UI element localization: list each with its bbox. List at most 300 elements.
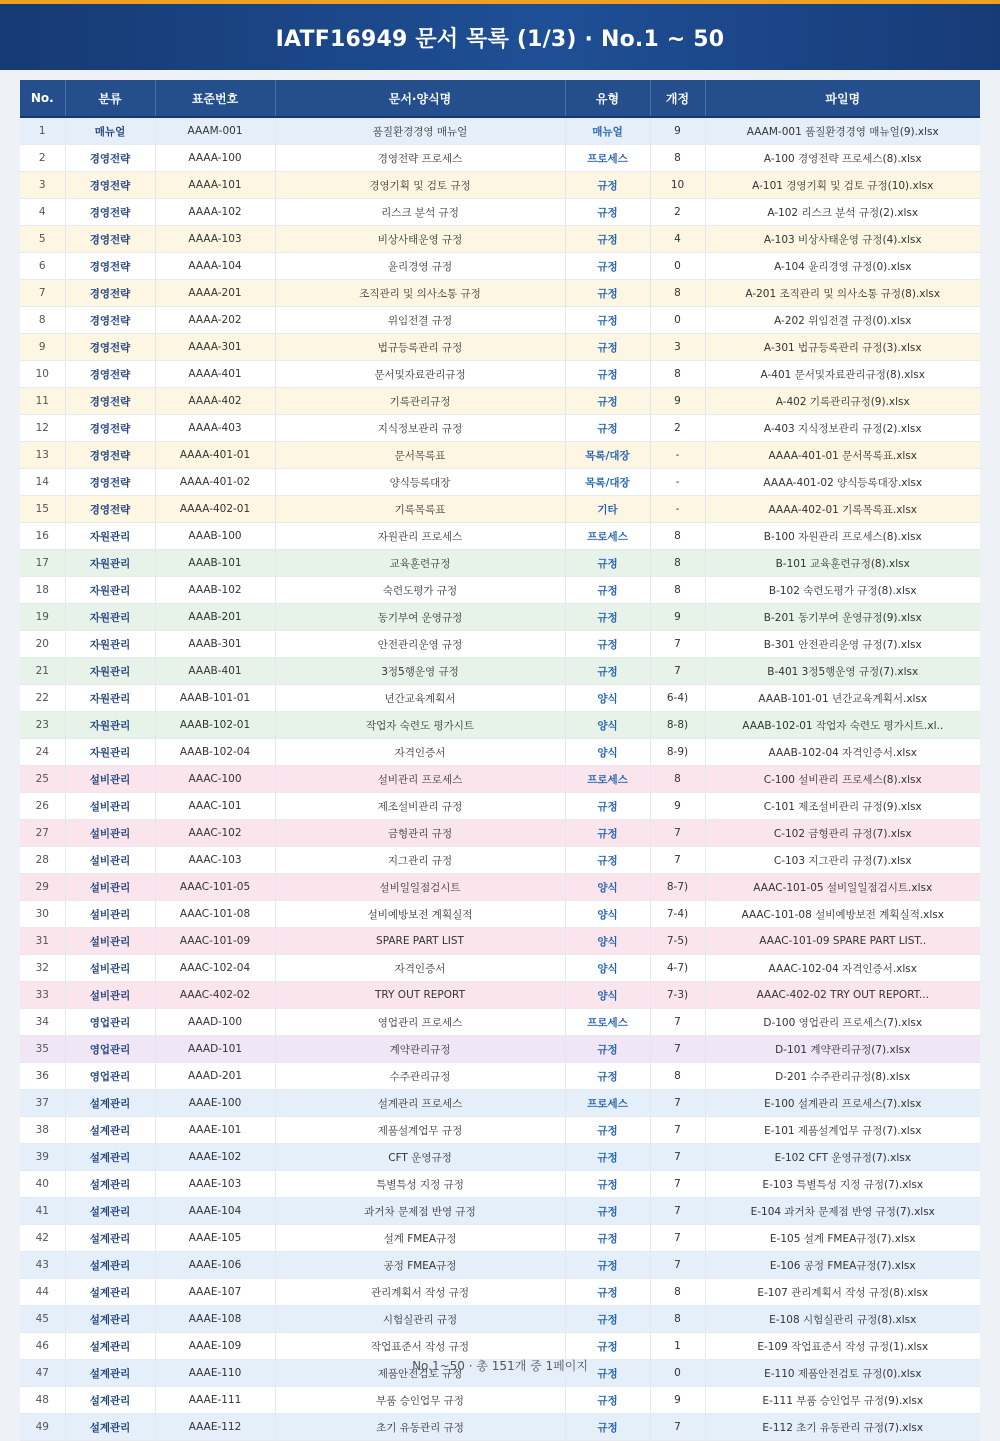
row-filename: AAAC-101-08 설비예방보전 계획실적.xlsx: [705, 901, 980, 928]
row-number: 44: [20, 1279, 65, 1306]
row-number: 47: [20, 1360, 65, 1387]
row-filename: A-104 윤리경영 규정(0).xlsx: [705, 253, 980, 280]
row-category: 경영전략: [65, 496, 155, 523]
row-code: AAAC-102: [155, 820, 275, 847]
row-category: 설계관리: [65, 1198, 155, 1225]
row-number: 39: [20, 1144, 65, 1171]
row-revision: 7-3): [650, 982, 705, 1009]
row-number: 22: [20, 685, 65, 712]
row-number: 40: [20, 1171, 65, 1198]
row-revision: 7: [650, 847, 705, 874]
row-type: 양식: [565, 712, 650, 739]
row-number: 1: [20, 117, 65, 145]
row-code: AAAA-201: [155, 280, 275, 307]
table-row[interactable]: [20, 415, 980, 442]
row-type: 양식: [565, 739, 650, 766]
row-filename: B-301 안전관리운영 규정(7).xlsx: [705, 631, 980, 658]
row-revision: 7: [650, 1225, 705, 1252]
row-category: 설계관리: [65, 1333, 155, 1360]
column-header-type[interactable]: 유형: [565, 80, 650, 117]
row-number: 49: [20, 1414, 65, 1441]
row-filename: C-103 지그관리 규정(7).xlsx: [705, 847, 980, 874]
row-filename: B-100 자원관리 프로세스(8).xlsx: [705, 523, 980, 550]
row-code: AAAA-402-01: [155, 496, 275, 523]
row-revision: 3: [650, 334, 705, 361]
row-filename: A-403 지식정보관리 규정(2).xlsx: [705, 415, 980, 442]
row-type: 규정: [565, 604, 650, 631]
row-document-name: 작업표준서 작성 규정: [275, 1333, 565, 1360]
row-document-name: 동기부여 운영규정: [275, 604, 565, 631]
row-number: 24: [20, 739, 65, 766]
row-category: 설비관리: [65, 901, 155, 928]
row-filename: A-102 리스크 분석 규정(2).xlsx: [705, 199, 980, 226]
row-filename: E-101 제품설계업무 규정(7).xlsx: [705, 1117, 980, 1144]
table-row[interactable]: [20, 1225, 980, 1252]
row-category: 자원관리: [65, 631, 155, 658]
row-type: 규정: [565, 577, 650, 604]
row-type: 규정: [565, 1063, 650, 1090]
row-revision: -: [650, 496, 705, 523]
column-header-category[interactable]: 분류: [65, 80, 155, 117]
row-number: 15: [20, 496, 65, 523]
row-filename: AAAC-101-05 설비일일점검시트.xlsx: [705, 874, 980, 901]
row-type: 규정: [565, 1387, 650, 1414]
row-type: 규정: [565, 1279, 650, 1306]
row-revision: 7: [650, 1414, 705, 1441]
row-number: 33: [20, 982, 65, 1009]
row-revision: 7-4): [650, 901, 705, 928]
row-code: AAAA-401: [155, 361, 275, 388]
row-revision: 1: [650, 1333, 705, 1360]
table-row[interactable]: [20, 469, 980, 496]
row-filename: D-201 수주관리규정(8).xlsx: [705, 1063, 980, 1090]
table-row[interactable]: [20, 496, 980, 523]
row-type: 규정: [565, 631, 650, 658]
row-revision: 7: [650, 1252, 705, 1279]
column-header-code[interactable]: 표준번호: [155, 80, 275, 117]
row-type: 규정: [565, 1117, 650, 1144]
row-code: AAAB-102: [155, 577, 275, 604]
table-row[interactable]: [20, 928, 980, 955]
row-filename: A-201 조직관리 및 의사소통 규정(8).xlsx: [705, 280, 980, 307]
table-row[interactable]: [20, 631, 980, 658]
row-revision: 7: [650, 658, 705, 685]
row-number: 30: [20, 901, 65, 928]
row-category: 설계관리: [65, 1252, 155, 1279]
row-revision: 8: [650, 1306, 705, 1333]
row-revision: 8: [650, 1279, 705, 1306]
row-category: 경영전략: [65, 145, 155, 172]
row-revision: 2: [650, 199, 705, 226]
row-code: AAAB-301: [155, 631, 275, 658]
table-row[interactable]: [20, 1117, 980, 1144]
row-document-name: 기록목록표: [275, 496, 565, 523]
row-code: AAAC-101-08: [155, 901, 275, 928]
row-revision: 7: [650, 1144, 705, 1171]
row-number: 29: [20, 874, 65, 901]
row-document-name: 영업관리 프로세스: [275, 1009, 565, 1036]
row-filename: AAAC-402-02 TRY OUT REPORT...: [705, 982, 980, 1009]
table-row[interactable]: [20, 1198, 980, 1225]
row-number: 23: [20, 712, 65, 739]
row-type: 기타: [565, 496, 650, 523]
row-category: 자원관리: [65, 523, 155, 550]
row-filename: E-105 설계 FMEA규정(7).xlsx: [705, 1225, 980, 1252]
row-category: 설계관리: [65, 1090, 155, 1117]
row-number: 4: [20, 199, 65, 226]
row-number: 25: [20, 766, 65, 793]
row-type: 규정: [565, 1333, 650, 1360]
row-document-name: 설계 FMEA규정: [275, 1225, 565, 1252]
row-revision: 8: [650, 766, 705, 793]
row-document-name: 설계관리 프로세스: [275, 1090, 565, 1117]
row-document-name: 년간교육계획서: [275, 685, 565, 712]
row-revision: 9: [650, 117, 705, 145]
row-category: 설비관리: [65, 874, 155, 901]
row-type: 규정: [565, 1036, 650, 1063]
row-number: 45: [20, 1306, 65, 1333]
table-row[interactable]: [20, 307, 980, 334]
row-category: 영업관리: [65, 1009, 155, 1036]
row-document-name: 공정 FMEA규정: [275, 1252, 565, 1279]
table-row[interactable]: [20, 847, 980, 874]
row-number: 38: [20, 1117, 65, 1144]
table-row[interactable]: [20, 901, 980, 928]
table-row[interactable]: [20, 1009, 980, 1036]
table-header-row: [20, 80, 980, 117]
row-document-name: 숙련도평가 규정: [275, 577, 565, 604]
row-code: AAAE-105: [155, 1225, 275, 1252]
row-code: AAAM-001: [155, 117, 275, 145]
table-row[interactable]: [20, 1414, 980, 1441]
row-revision: 8: [650, 145, 705, 172]
table-row[interactable]: [20, 117, 980, 145]
table-row[interactable]: [20, 685, 980, 712]
row-code: AAAA-101: [155, 172, 275, 199]
row-filename: AAAB-102-04 자격인증서.xlsx: [705, 739, 980, 766]
row-number: 43: [20, 1252, 65, 1279]
row-revision: 0: [650, 1360, 705, 1387]
table-row[interactable]: [20, 1144, 980, 1171]
row-type: 규정: [565, 1306, 650, 1333]
row-category: 경영전략: [65, 199, 155, 226]
row-category: 설비관리: [65, 982, 155, 1009]
row-category: 설계관리: [65, 1117, 155, 1144]
row-document-name: 윤리경영 규정: [275, 253, 565, 280]
row-code: AAAA-100: [155, 145, 275, 172]
row-document-name: 양식등록대장: [275, 469, 565, 496]
table-row[interactable]: [20, 361, 980, 388]
table-row[interactable]: [20, 388, 980, 415]
row-number: 12: [20, 415, 65, 442]
row-filename: E-112 초기 유동관리 규정(7).xlsx: [705, 1414, 980, 1441]
row-filename: C-100 설비관리 프로세스(8).xlsx: [705, 766, 980, 793]
row-type: 규정: [565, 820, 650, 847]
row-category: 자원관리: [65, 712, 155, 739]
row-document-name: 지식정보관리 규정: [275, 415, 565, 442]
table-row[interactable]: [20, 982, 980, 1009]
row-filename: E-103 특별특성 지정 규정(7).xlsx: [705, 1171, 980, 1198]
row-document-name: 관리계획서 작성 규정: [275, 1279, 565, 1306]
row-document-name: 초기 유동관리 규정: [275, 1414, 565, 1441]
row-revision: 0: [650, 253, 705, 280]
row-category: 설계관리: [65, 1171, 155, 1198]
row-revision: 9: [650, 793, 705, 820]
row-code: AAAA-102: [155, 199, 275, 226]
table-row[interactable]: [20, 550, 980, 577]
row-number: 9: [20, 334, 65, 361]
row-code: AAAD-101: [155, 1036, 275, 1063]
row-filename: AAAA-401-02 양식등록대장.xlsx: [705, 469, 980, 496]
row-code: AAAE-103: [155, 1171, 275, 1198]
row-number: 2: [20, 145, 65, 172]
row-code: AAAA-402: [155, 388, 275, 415]
row-document-name: 경영기획 및 검토 규정: [275, 172, 565, 199]
column-header-no[interactable]: No.: [20, 80, 65, 117]
row-document-name: 자원관리 프로세스: [275, 523, 565, 550]
row-number: 8: [20, 307, 65, 334]
row-document-name: 수주관리규정: [275, 1063, 565, 1090]
page-indicator: No.1~50 · 총 151개 중 1페이지: [412, 1359, 588, 1373]
table-row[interactable]: [20, 1090, 980, 1117]
row-type: 규정: [565, 199, 650, 226]
row-type: 규정: [565, 253, 650, 280]
row-code: AAAC-101-05: [155, 874, 275, 901]
row-number: 19: [20, 604, 65, 631]
row-type: 규정: [565, 334, 650, 361]
table-row[interactable]: [20, 1171, 980, 1198]
row-filename: A-202 위임전결 규정(0).xlsx: [705, 307, 980, 334]
table-row[interactable]: [20, 658, 980, 685]
row-category: 자원관리: [65, 685, 155, 712]
row-number: 16: [20, 523, 65, 550]
row-revision: 8: [650, 550, 705, 577]
table-row[interactable]: [20, 1360, 980, 1387]
row-filename: E-104 과거차 문제점 반영 규정(7).xlsx: [705, 1198, 980, 1225]
row-revision: -: [650, 469, 705, 496]
table-row[interactable]: [20, 1252, 980, 1279]
row-filename: D-100 영업관리 프로세스(7).xlsx: [705, 1009, 980, 1036]
row-code: AAAB-201: [155, 604, 275, 631]
row-category: 영업관리: [65, 1036, 155, 1063]
row-type: 양식: [565, 874, 650, 901]
row-number: 20: [20, 631, 65, 658]
table-row[interactable]: [20, 226, 980, 253]
row-revision: 9: [650, 388, 705, 415]
row-filename: B-401 3정5행운영 규정(7).xlsx: [705, 658, 980, 685]
row-document-name: 법규등록관리 규정: [275, 334, 565, 361]
column-header-filename[interactable]: 파일명: [705, 80, 980, 117]
row-filename: E-100 설계관리 프로세스(7).xlsx: [705, 1090, 980, 1117]
table-row[interactable]: [20, 874, 980, 901]
row-code: AAAE-108: [155, 1306, 275, 1333]
row-type: 양식: [565, 685, 650, 712]
row-document-name: 리스크 분석 규정: [275, 199, 565, 226]
row-category: 설비관리: [65, 820, 155, 847]
row-category: 설계관리: [65, 1414, 155, 1441]
row-filename: AAAB-102-01 작업자 숙련도 평가시트.xl..: [705, 712, 980, 739]
row-type: 프로세스: [565, 523, 650, 550]
row-type: 규정: [565, 1225, 650, 1252]
row-code: AAAA-202: [155, 307, 275, 334]
table-row[interactable]: [20, 280, 980, 307]
table-body: [20, 117, 980, 1441]
table-row[interactable]: [20, 442, 980, 469]
row-document-name: 품질환경경영 매뉴얼: [275, 117, 565, 145]
row-revision: 7: [650, 1171, 705, 1198]
table-row[interactable]: [20, 820, 980, 847]
row-revision: 8: [650, 577, 705, 604]
row-filename: A-301 법규등록관리 규정(3).xlsx: [705, 334, 980, 361]
row-category: 매뉴얼: [65, 117, 155, 145]
row-number: 31: [20, 928, 65, 955]
table-row[interactable]: [20, 577, 980, 604]
row-document-name: 위임전결 규정: [275, 307, 565, 334]
table-row[interactable]: [20, 145, 980, 172]
row-revision: 7: [650, 1036, 705, 1063]
row-type: 규정: [565, 1171, 650, 1198]
row-type: 양식: [565, 955, 650, 982]
row-filename: C-101 제조설비관리 규정(9).xlsx: [705, 793, 980, 820]
row-filename: B-101 교육훈련규정(8).xlsx: [705, 550, 980, 577]
row-document-name: 제품안전검토 규정: [275, 1360, 565, 1387]
row-number: 27: [20, 820, 65, 847]
table-row[interactable]: [20, 766, 980, 793]
table-row[interactable]: [20, 1306, 980, 1333]
row-filename: AAAA-402-01 기록목록표.xlsx: [705, 496, 980, 523]
row-type: 규정: [565, 172, 650, 199]
table-row[interactable]: [20, 172, 980, 199]
row-category: 자원관리: [65, 577, 155, 604]
table-row[interactable]: [20, 253, 980, 280]
row-type: 규정: [565, 415, 650, 442]
table-row[interactable]: [20, 1279, 980, 1306]
row-revision: 7: [650, 1090, 705, 1117]
table-row[interactable]: [20, 334, 980, 361]
row-document-name: 비상사태운영 규정: [275, 226, 565, 253]
row-document-name: 안전관리운영 규정: [275, 631, 565, 658]
row-code: AAAA-104: [155, 253, 275, 280]
page-header: [0, 4, 1000, 70]
table-row[interactable]: [20, 523, 980, 550]
row-filename: E-102 CFT 운영규정(7).xlsx: [705, 1144, 980, 1171]
row-type: 프로세스: [565, 1090, 650, 1117]
table-row[interactable]: [20, 1387, 980, 1414]
row-document-name: 경영전략 프로세스: [275, 145, 565, 172]
table-row[interactable]: [20, 1063, 980, 1090]
row-document-name: 설비예방보전 계획실적: [275, 901, 565, 928]
row-filename: AAAA-401-01 문서목록표.xlsx: [705, 442, 980, 469]
table-row[interactable]: [20, 1333, 980, 1360]
table-row[interactable]: [20, 739, 980, 766]
row-number: 13: [20, 442, 65, 469]
row-revision: 10: [650, 172, 705, 199]
row-number: 26: [20, 793, 65, 820]
table-row[interactable]: [20, 793, 980, 820]
row-type: 양식: [565, 901, 650, 928]
page-title: IATF16949 문서 목록 (1/3) · No.1 ~ 50: [275, 26, 725, 52]
row-category: 경영전략: [65, 442, 155, 469]
row-revision: 7: [650, 631, 705, 658]
table-row[interactable]: [20, 955, 980, 982]
row-category: 경영전략: [65, 280, 155, 307]
row-revision: 7: [650, 1009, 705, 1036]
row-type: 프로세스: [565, 145, 650, 172]
table-row[interactable]: [20, 712, 980, 739]
row-code: AAAE-102: [155, 1144, 275, 1171]
row-category: 설비관리: [65, 793, 155, 820]
row-document-name: 자격인증서: [275, 955, 565, 982]
row-code: AAAB-102-01: [155, 712, 275, 739]
row-code: AAAD-100: [155, 1009, 275, 1036]
row-revision: 6-4): [650, 685, 705, 712]
row-category: 설비관리: [65, 847, 155, 874]
row-revision: 7-5): [650, 928, 705, 955]
column-header-revision[interactable]: 개정: [650, 80, 705, 117]
column-header-name[interactable]: 문서·양식명: [275, 80, 565, 117]
row-revision: 8: [650, 523, 705, 550]
row-document-name: CFT 운영규정: [275, 1144, 565, 1171]
table-row[interactable]: [20, 604, 980, 631]
row-category: 설계관리: [65, 1144, 155, 1171]
row-category: 경영전략: [65, 361, 155, 388]
row-revision: 4: [650, 226, 705, 253]
row-document-name: 제품설계업무 규정: [275, 1117, 565, 1144]
row-document-name: 지그관리 규정: [275, 847, 565, 874]
row-document-name: 특별특성 지정 규정: [275, 1171, 565, 1198]
row-type: 규정: [565, 388, 650, 415]
row-filename: B-201 동기부여 운영규정(9).xlsx: [705, 604, 980, 631]
table-row[interactable]: [20, 1036, 980, 1063]
row-type: 규정: [565, 307, 650, 334]
table-row[interactable]: [20, 199, 980, 226]
row-document-name: 설비관리 프로세스: [275, 766, 565, 793]
row-revision: 7: [650, 1117, 705, 1144]
row-type: 프로세스: [565, 766, 650, 793]
row-code: AAAD-201: [155, 1063, 275, 1090]
row-code: AAAE-106: [155, 1252, 275, 1279]
row-number: 37: [20, 1090, 65, 1117]
row-filename: E-107 관리계획서 작성 규정(8).xlsx: [705, 1279, 980, 1306]
row-document-name: 시험실관리 규정: [275, 1306, 565, 1333]
row-category: 자원관리: [65, 604, 155, 631]
row-document-name: 3정5행운영 규정: [275, 658, 565, 685]
row-code: AAAB-102-04: [155, 739, 275, 766]
row-number: 46: [20, 1333, 65, 1360]
row-category: 설계관리: [65, 1225, 155, 1252]
row-document-name: 부품 승인업무 규정: [275, 1387, 565, 1414]
row-category: 설비관리: [65, 766, 155, 793]
row-type: 규정: [565, 280, 650, 307]
row-number: 48: [20, 1387, 65, 1414]
row-number: 36: [20, 1063, 65, 1090]
row-type: 매뉴얼: [565, 117, 650, 145]
row-category: 설계관리: [65, 1360, 155, 1387]
row-revision: -: [650, 442, 705, 469]
row-number: 34: [20, 1009, 65, 1036]
row-category: 경영전략: [65, 253, 155, 280]
row-filename: E-106 공정 FMEA규정(7).xlsx: [705, 1252, 980, 1279]
row-category: 경영전략: [65, 334, 155, 361]
row-category: 자원관리: [65, 550, 155, 577]
row-document-name: 조직관리 및 의사소통 규정: [275, 280, 565, 307]
row-revision: 2: [650, 415, 705, 442]
row-filename: E-108 시험실관리 규정(8).xlsx: [705, 1306, 980, 1333]
row-number: 35: [20, 1036, 65, 1063]
row-category: 영업관리: [65, 1063, 155, 1090]
row-category: 설비관리: [65, 955, 155, 982]
row-code: AAAE-112: [155, 1414, 275, 1441]
